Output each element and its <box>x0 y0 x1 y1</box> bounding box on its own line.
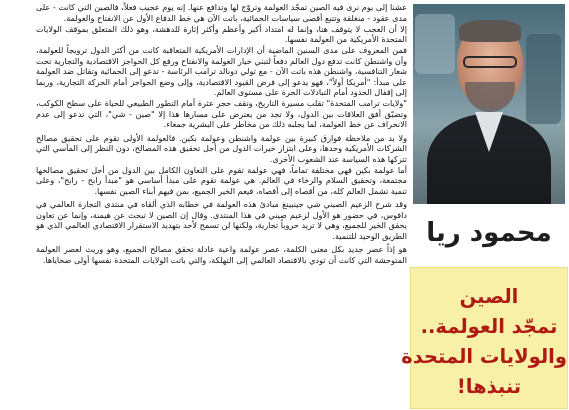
author-photo <box>413 4 565 204</box>
article-body <box>36 2 407 408</box>
photo-background-shape <box>415 14 455 74</box>
article-paragraph: إلا أن العجب لا يتوقف هنا، وإنما له امتداد أكبر وأعظم وأكثر إثارة للدهشة، وهو ذلك المتعلق بموقف الولايات المتحدة الأمريكية من العولمة نفسها. <box>36 23 407 44</box>
photo-hair <box>459 20 521 42</box>
photo-background-shape <box>526 34 561 124</box>
headline-line: تنبذها! <box>456 375 522 398</box>
article-paragraph: هو إذاً عصر جديد بكل معنى الكلمة، عصر عولمة واعية عادلة تحقق مصالح الجميع، وهو وريث لعصر العولمة المتوحشة التي كانت أن تودي بالاقتصاد العالمي إلى التهلكة، والتي باتت الولايات المتحدة نفسها أولى ضحاياها. <box>36 244 407 265</box>
article-paragraph: ولا بد من ملاحظة فوارق كبيرة بين عولمة واشنطن وعولمة بكين. فالعولمة الأولى تقوم على تحقيق مصالح الشركات الأمريكية وحدها، وعلى ابتزاز خيرات الدول من أجل تحقيق هذه المصالح، دون النظر إلى المآسي التي تتركها هذه السياسة عند الشعوب الأخرى. <box>36 132 407 164</box>
article-paragraph: وقد شرح الزعيم الصيني شي جينبينغ مبادئ هذه العولمة في خطابه الذي ألقاه في منتدى التجارة العالمي في دافوس، في حضور هو الأول لزعيم صيني في هذا المنتدى. وقال إن الصين لا تبحث عن هيمنة، وإنما عن تعاون يحقق الخير للجميع، وهي لا تريد حروباً تجارية، ولكنها لن تسمح لأحد بتهديد الاستقرار الاقتصادي العالمي الذي هو الطريق الوحيد للتنمية. <box>36 199 407 241</box>
headline-box <box>401 267 568 409</box>
headline-line: تمجّد العولمة.. <box>420 315 558 338</box>
photo-glasses <box>463 56 517 68</box>
article-paragraph: أما عولمة بكين فهي مختلفة تماماً، فهي عولمة تقوم على التعاون الكامل بين الدول من أجل تحقيق مصالحها مجتمعة، وتحقيق السلام والرخاء في العالم. هي عولمة تقوم على مبدأ أساسي هو "مبدأ رابح - رابح"، وعلى تنمية تشمل العالم كله، من أقصاه إلى أقصاه، فيعم الخير الجميع، بمن فيهم أبناء الصين نفسها. <box>36 164 407 196</box>
headline-line: الصين <box>459 285 519 308</box>
article-paragraph: عشنا إلى يوم نرى فيه الصين تمجّد العولمة وتروّج لها وتدافع عنها. إنه يوم عجيب فعلاً، فالصين التي كانت - على مدى عقود - منغلقة وتتبع أقصى سياسات الحمائية، باتت الآن هي خط الدفاع الأول عن الانفتاح والعولمة. <box>36 2 407 23</box>
author-name: محمود ريا <box>426 218 552 248</box>
photo-beard <box>465 82 515 112</box>
article-paragraph: فمن المعروف على مدى السنين الماضية أن الإدارات الأمريكية المتعاقبة كانت من أكثر الدول ترويجاً للعولمة، وأن واشنطن كانت تدفع دول العالم دفعاً لتبني خيار العولمة والانفتاح ورفع كل الحواجز الاقتصادية والتجارية تحت شعار التنافسية، واشنطن هذه باتت الآن - مع تولي دونالد ترامب الرئاسة - تدعو إلى الحمائية وتقاتل ضد العولمة على مبدأ: "أمريكا أولاً"، فهو يدعو إلى فرض القيود الاقتصادية، وإلى وضع الحواجز أمام الحركة التجارية، وربما إلى إقفال الحدود أمام التبادلات الحرة على مستوى العالم. <box>36 45 407 97</box>
article-paragraph: "ولايات ترامب المتحدة" تقلب مسيرة التاريخ، وتقف حجر عثرة أمام التطور الطبيعي للحياة على سطح الكوكب، وتضيّق أفق العلاقات بين الدول، ولا تجد من يعترض على مسارها هذا إلا "صين - شي"، التي تدعو إلى عدم الانحراف عن خط العولمة، لما يجلبه ذلك من مخاطر على البشرية جمعاء. <box>36 98 407 129</box>
headline-line: والولايات المتحدة <box>401 345 567 368</box>
